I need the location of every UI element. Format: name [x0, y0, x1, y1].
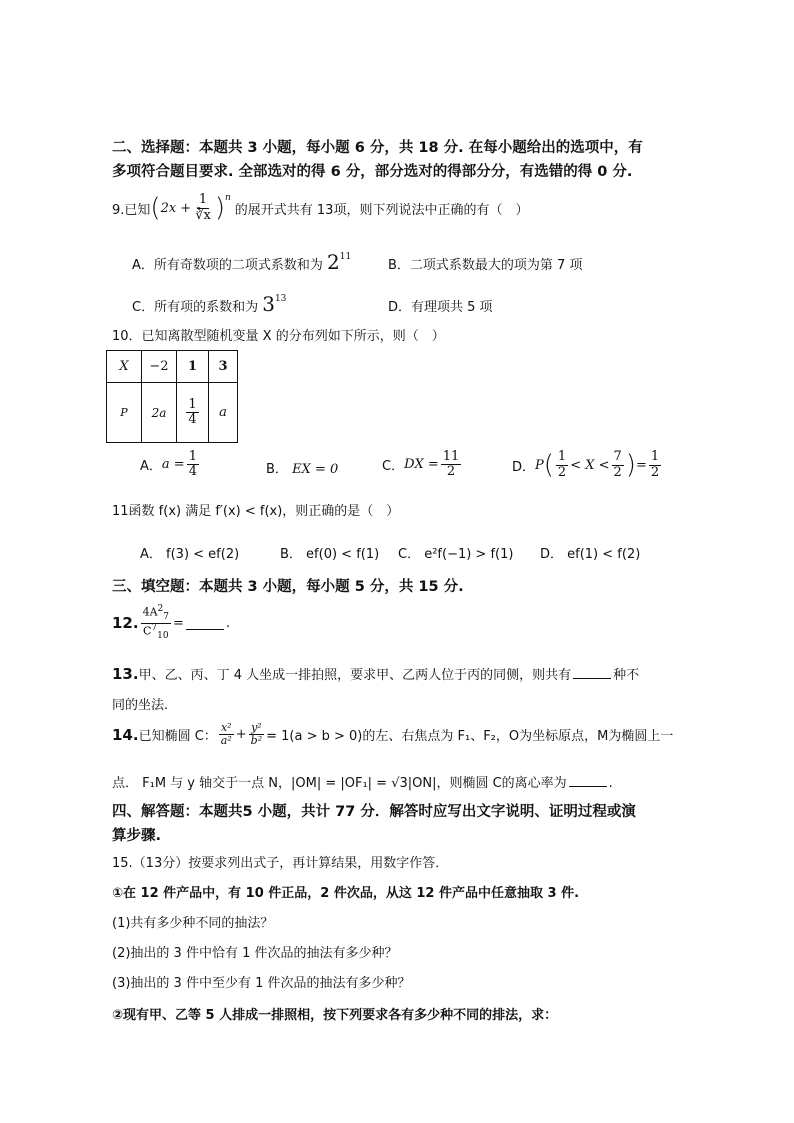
q10-option-c: C． DX = $\frac{11}{2}$ — [382, 449, 460, 480]
q9-option-c: C．所有项的系数和为 $3^{13}$ — [132, 292, 287, 316]
q15-sub-3: (3)抽出的 3 件中至少有 1 件次品的抽法有多少种？ — [112, 976, 411, 991]
q15-sub-1: (1)共有多少种不同的抽法？ — [112, 916, 274, 931]
question-10-stem: 10．已知离散型随机变量 X 的分布列如下所示，则（ ） — [112, 329, 445, 344]
table-cell-3: 3 — [209, 351, 238, 383]
q11-option-d: D． ef(1) < f(2) — [540, 547, 641, 562]
question-14-line2: 点． F₁M 与 y 轴交于一点 N，|OM| = |OF₁| = √3|ON|，则椭圆 C的离心率为 . — [112, 776, 613, 791]
table-cell-neg2: −2 — [142, 351, 177, 383]
question-11-stem: 11函数 f(x) 满足 f′(x) < f(x)，则正确的是（ ） — [112, 504, 400, 519]
question-13-line1: 13.甲、乙、丙、丁 4 人坐成一排拍照，要求甲、乙两人位于丙的同侧，则共有 种不 — [112, 665, 640, 683]
distribution-table — [106, 350, 238, 443]
q15-sub-2: (2)抽出的 3 件中恰有 1 件次品的抽法有多少种？ — [112, 946, 398, 961]
section-4-line2: 算步骤. — [112, 828, 162, 844]
q9-prefix: 9.已知 — [112, 202, 151, 218]
q9-expr: 2x + — [160, 200, 192, 216]
q10-option-b: B． EX = 0 — [266, 462, 339, 477]
section-2-line1: 二、选择题：本题共 3 小题，每小题 6 分，共 18 分. 在每小题给出的选项中，有 — [112, 140, 643, 156]
q9-exponent: n — [224, 193, 231, 203]
table-cell-a: a — [209, 383, 238, 443]
q15-part-1: ①在 12 件产品中，有 10 件正品，2 件次品，从这 12 件产品中任意抽取 3 件. — [112, 886, 580, 901]
q9-option-b: B．二项式系数最大的项为第 7 项 — [388, 258, 583, 273]
q14-answer-blank — [569, 774, 607, 787]
q12-answer-blank — [186, 617, 224, 630]
question-9-stem: 9.已知 ( 2x + $\frac{1}{∛x}$ ) $^n$ 的展开式共有 13项，则下列说法中正确的有（ ） — [112, 192, 529, 223]
table-cell-2a: 2a — [142, 383, 177, 443]
q11-option-a: A． f(3) < ef(2) — [140, 547, 240, 562]
q12-fraction: $\frac{4A^2_7}{C^7_{10}}$ — [142, 604, 169, 641]
question-12: 12. $\frac{4A^2_7}{C^7_{10}}$ = . — [112, 604, 231, 641]
table-cell-1: 1 — [177, 351, 209, 383]
question-13-line2: 同的坐法. — [112, 698, 169, 713]
q9-fraction: $\frac{1}{∛x}$ — [195, 192, 211, 223]
table-header-x: X — [107, 351, 142, 383]
q10-option-d: D． P ( $\frac{1}{2}$ < X < $\frac{7}{2}$ ) = $\frac{1}{2}$ — [512, 449, 660, 480]
q13-answer-blank — [573, 666, 611, 679]
section-2-line2: 多项符合题目要求. 全部选对的得 6 分，部分选对的得部分分，有选错的得 0 分. — [112, 164, 633, 180]
q11-option-b: B． ef(0) < f(1) — [280, 547, 380, 562]
q9-suffix: 的展开式共有 13项，则下列说法中正确的有（ ） — [234, 202, 529, 218]
table-cell-quarter: $\frac{1}{4}$ — [177, 383, 209, 443]
q9-option-a: A．所有奇数项的二项式系数和为 $2^{11}$ — [132, 250, 352, 274]
q9-option-d: D．有理项共 5 项 — [388, 300, 493, 315]
q11-option-c: C． e²f(−1) > f(1) — [398, 547, 514, 562]
question-14-line1: 14. 已知椭圆 C： $\frac{\text{x²}}{\text{a²}}$ + $\frac{\text{y²}}{\text{b²}}$ = 1(a > b > 0)的左、右焦点为 F₁、F₂，O为坐标原点，M为椭圆上一 — [112, 721, 674, 748]
question-15-stem: 15.（13分）按要求列出式子，再计算结果，用数字作答． — [112, 856, 449, 871]
q10-option-a: A． a = $\frac{1}{4}$ — [140, 449, 197, 480]
section-3-header: 三、填空题：本题共 3 小题，每小题 5 分，共 15 分. — [112, 579, 464, 595]
section-4-line1: 四、解答题：本题共5 小题，共计 77 分．解答时应写出文字说明、证明过程或演 — [112, 804, 636, 820]
q15-part-2: ②现有甲、乙等 5 人排成一排照相，按下列要求各有多少种不同的排法，求： — [112, 1008, 558, 1023]
table-header-p: P — [107, 383, 142, 443]
